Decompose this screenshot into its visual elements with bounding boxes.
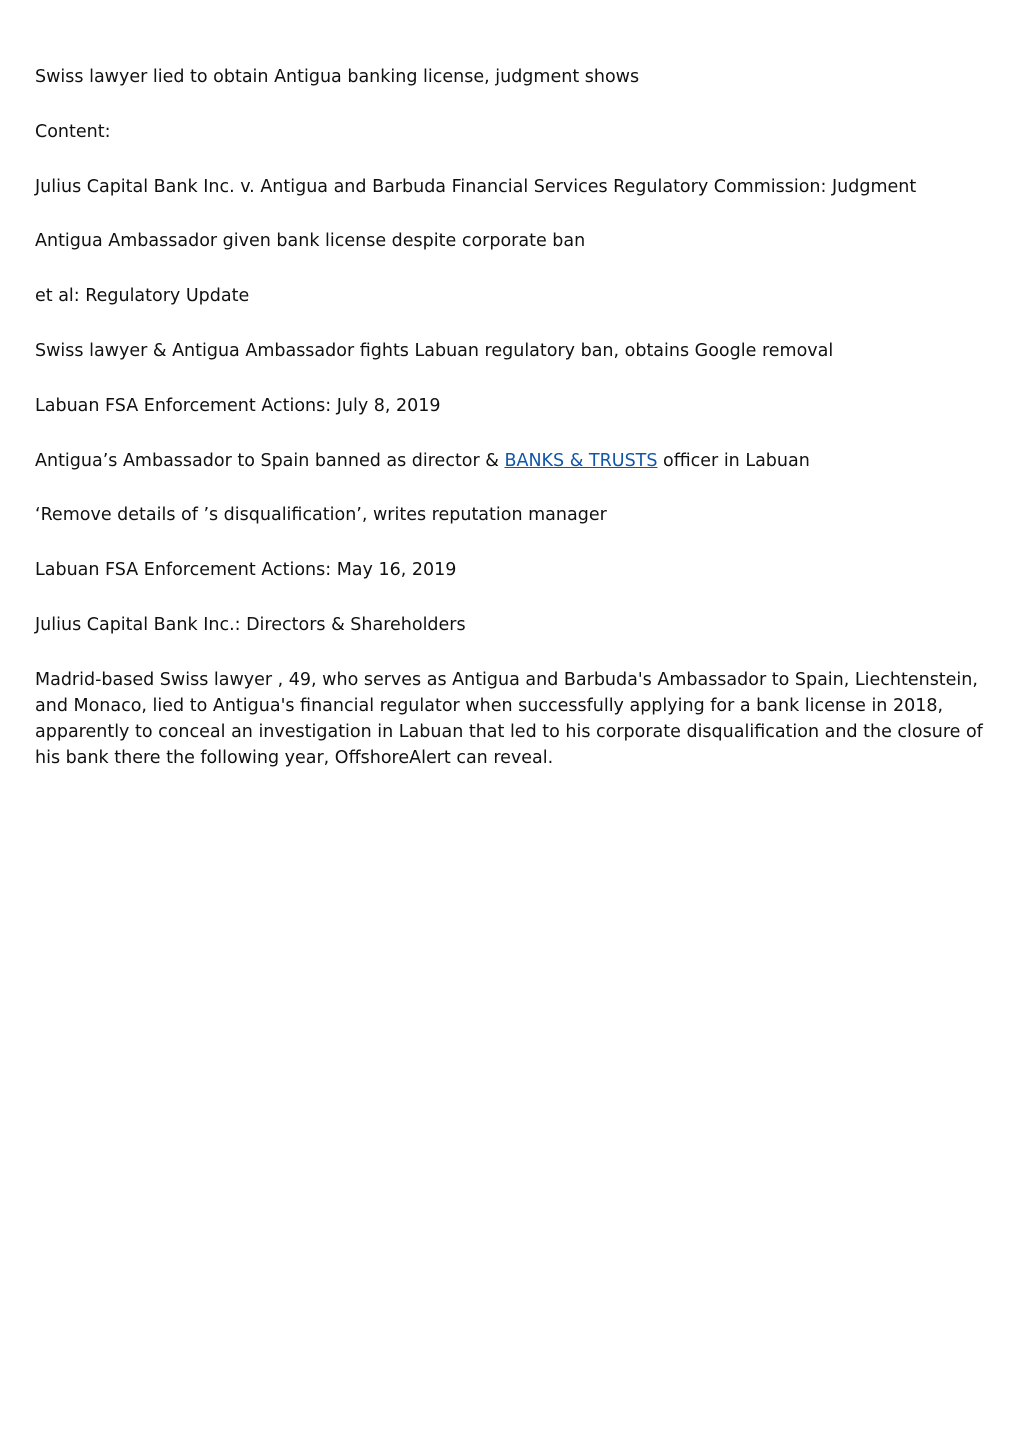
list-item: ‘Remove details of ’s disqualification’, writes reputation manager [35, 505, 607, 526]
body-paragraph: Madrid-based Swiss lawyer , 49, who serves as Antigua and Barbuda's Ambassador to Spain, Liechtenstein, and Monaco, lied to Antigua's financial regulator when successfully applying for a bank license in 2018, apparently to conceal an investigation in Labuan that led to his corporate disqualification and the closure of his bank there the following year, OffshoreAlert can reveal. [35, 669, 983, 768]
list-item: Julius Capital Bank Inc.: Directors & Shareholders [35, 614, 466, 635]
list-item-banned [35, 448, 985, 474]
list-item: Julius Capital Bank Inc. v. Antigua and Barbuda Financial Services Regulatory Commission: Judgment [35, 176, 917, 197]
content-label: Content: [35, 121, 111, 142]
document-title: Swiss lawyer lied to obtain Antigua banking license, judgment shows [35, 67, 640, 87]
banned-text-after: officer in Labuan [657, 450, 810, 471]
list-item: Labuan FSA Enforcement Actions: July 8, 2019 [35, 395, 441, 416]
banned-text-before: Antigua’s Ambassador to Spain banned as director & [35, 450, 505, 471]
list-item: Swiss lawyer & Antigua Ambassador fights Labuan regulatory ban, obtains Google removal [35, 340, 834, 361]
document-page [35, 64, 985, 771]
banks-trusts-link[interactable]: BANKS & TRUSTS [504, 450, 658, 471]
list-item: Antigua Ambassador given bank license despite corporate ban [35, 231, 586, 252]
list-item: Labuan FSA Enforcement Actions: May 16, 2019 [35, 560, 457, 581]
list-item: et al: Regulatory Update [35, 286, 250, 307]
